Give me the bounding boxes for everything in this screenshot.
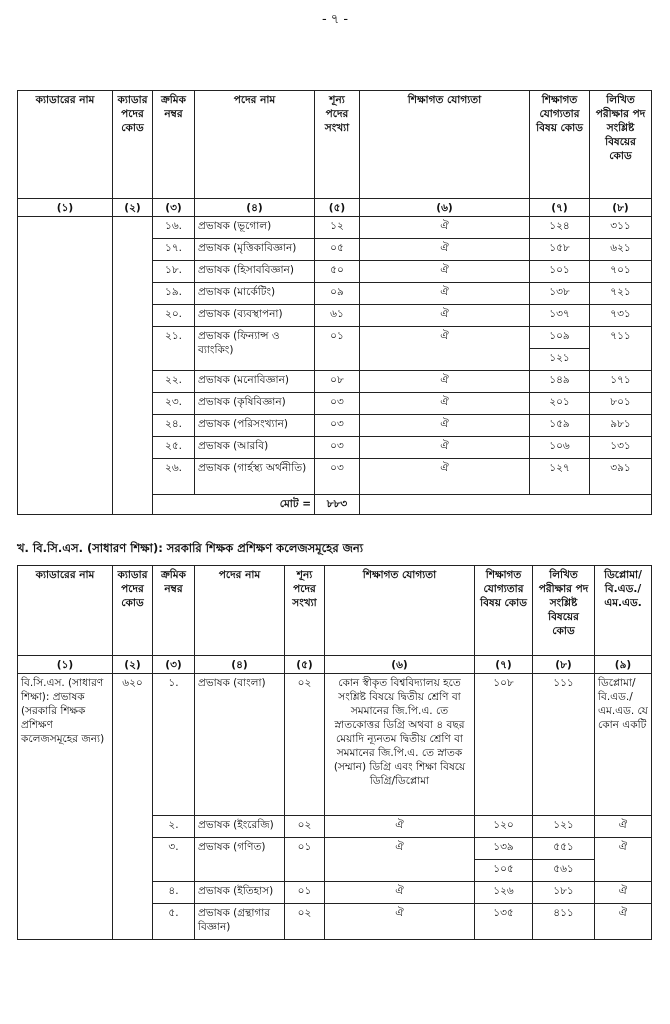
vacancy-cell: ০২: [285, 816, 325, 838]
table-row: [18, 674, 652, 816]
post-cell: প্রভাষক (মনোবিজ্ঞান): [195, 371, 315, 393]
written-code-cell: ৮০১: [590, 393, 652, 415]
col-number: (৮): [533, 656, 595, 674]
header-written-code: লিখিত পরীক্ষার পদ সংশ্লিষ্ট বিষয়ের কোড: [590, 91, 652, 199]
serial-cell: ৫.: [153, 904, 195, 940]
col-number: (১): [18, 199, 113, 217]
serial-cell: ১৬.: [153, 217, 195, 239]
total-label: মোট =: [153, 495, 315, 515]
col-number: (২): [113, 656, 153, 674]
serial-cell: ২৪.: [153, 415, 195, 437]
cadre-name-cell: বি.সি.এস. (সাধারণ শিক্ষা): প্রভাষক (সরকারি শিক্ষক প্রশিক্ষণ কলেজসমূহের জন্য): [18, 674, 113, 940]
vacancy-cell: ০৩: [315, 415, 360, 437]
post-cell: প্রভাষক (গণিত): [195, 838, 285, 882]
header-row: [18, 91, 652, 199]
vacancy-cell: ০৫: [315, 239, 360, 261]
post-cell: প্রভাষক (ভূগোল): [195, 217, 315, 239]
qualification-cell: ঐ: [360, 437, 530, 459]
header-post-name: পদের নাম: [195, 566, 285, 656]
subject-code-cell: ১৪৯: [530, 371, 590, 393]
qualification-cell: ঐ: [360, 283, 530, 305]
vacancy-cell: ০৮: [315, 371, 360, 393]
subject-code-cell: ১৩৯: [475, 838, 533, 860]
vacancy-cell: ০৩: [315, 437, 360, 459]
header-cadre-code: ক্যাডার পদের কোড: [113, 566, 153, 656]
serial-cell: ২৬.: [153, 459, 195, 495]
header-written-code: লিখিত পরীক্ষার পদ সংশ্লিষ্ট বিষয়ের কোড: [533, 566, 595, 656]
subject-code-cell: ১০৯: [530, 327, 590, 349]
empty-code-cell: [113, 217, 153, 515]
vacancy-cell: ১২: [315, 217, 360, 239]
subject-code-cell: ১২১: [530, 349, 590, 371]
post-cell: প্রভাষক (মৃত্তিকাবিজ্ঞান): [195, 239, 315, 261]
column-number-row: [18, 656, 652, 674]
serial-cell: ১৯.: [153, 283, 195, 305]
empty-cadre-cell: [18, 217, 113, 515]
header-vacancy: শূন্য পদের সংখ্যা: [315, 91, 360, 199]
total-value: ৮৮৩: [315, 495, 360, 515]
serial-cell: ৪.: [153, 882, 195, 904]
diploma-cell: ঐ: [595, 904, 652, 940]
col-number: (৪): [195, 199, 315, 217]
qualification-cell: ঐ: [325, 838, 475, 882]
qualification-cell: কোন স্বীকৃত বিশ্ববিদ্যালয় হতে সংশ্লিষ্ট বিষয়ে দ্বিতীয় শ্রেণি বা সমমানের জি.পি.এ. তে স্নাতকোত্তর ডিগ্রি অথবা ৪ বছর মেয়াদি ন্যূনতম দ্বিতীয় শ্রেণি বা সমমানের জি.পি.এ. তে স্নাতক (সম্মান) ডিগ্রি এবং শিক্ষা বিষয়ে ডিগ্রি/ডিপ্লোমা: [325, 674, 475, 816]
diploma-cell: ঐ: [595, 816, 652, 838]
subject-code-cell: ১৫৮: [530, 239, 590, 261]
subject-code-cell: ১২৭: [530, 459, 590, 495]
written-code-cell: ১৮১: [533, 882, 595, 904]
qualification-cell: ঐ: [360, 239, 530, 261]
header-vacancy: শূন্য পদের সংখ্যা: [285, 566, 325, 656]
serial-cell: ২১.: [153, 327, 195, 371]
post-cell: প্রভাষক (ইংরেজি): [195, 816, 285, 838]
qualification-cell: ঐ: [360, 305, 530, 327]
written-code-cell: ৪১১: [533, 904, 595, 940]
serial-cell: ১৮.: [153, 261, 195, 283]
subject-code-cell: ২০১: [530, 393, 590, 415]
vacancy-cell: ০২: [285, 904, 325, 940]
header-post-name: পদের নাম: [195, 91, 315, 199]
table-teacher-training-posts: [17, 565, 652, 940]
column-number-row: [18, 199, 652, 217]
cadre-code-cell: ৬২০: [113, 674, 153, 940]
header-diploma: ডিপ্লোমা/ বি.এড./ এম.এড.: [595, 566, 652, 656]
subject-code-cell: ১৩৫: [475, 904, 533, 940]
post-cell: প্রভাষক (বাংলা): [195, 674, 285, 816]
written-code-cell: ৩৯১: [590, 459, 652, 495]
vacancy-cell: ৫০: [315, 261, 360, 283]
written-code-cell: ৩১১: [590, 217, 652, 239]
vacancy-cell: ০১: [315, 327, 360, 371]
post-cell: প্রভাষক (ব্যবস্থাপনা): [195, 305, 315, 327]
qualification-cell: ঐ: [360, 327, 530, 371]
subject-code-cell: ১২০: [475, 816, 533, 838]
vacancy-cell: ০৩: [315, 459, 360, 495]
header-serial: ক্রমিক নম্বর: [153, 566, 195, 656]
written-code-cell: ৭২১: [590, 283, 652, 305]
written-code-cell: ৬২১: [590, 239, 652, 261]
serial-cell: ৩.: [153, 838, 195, 882]
col-number: (৬): [360, 199, 530, 217]
col-number: (৩): [153, 199, 195, 217]
post-cell: প্রভাষক (গ্রন্থাগার বিজ্ঞান): [195, 904, 285, 940]
col-number: (৯): [595, 656, 652, 674]
qualification-cell: ঐ: [325, 816, 475, 838]
vacancy-cell: ০৯: [315, 283, 360, 305]
subject-code-cell: ১০৮: [475, 674, 533, 816]
diploma-cell: ঐ: [595, 838, 652, 882]
written-code-cell: ৭৩১: [590, 305, 652, 327]
written-code-cell: ৫৫১: [533, 838, 595, 860]
col-number: (২): [113, 199, 153, 217]
subject-code-cell: ১৩৮: [530, 283, 590, 305]
col-number: (৭): [475, 656, 533, 674]
qualification-cell: ঐ: [325, 904, 475, 940]
col-number: (৪): [195, 656, 285, 674]
written-code-cell: ১৭১: [590, 371, 652, 393]
header-subject-code: শিক্ষাগত যোগ্যতার বিষয় কোড: [475, 566, 533, 656]
post-cell: প্রভাষক (হিসাববিজ্ঞান): [195, 261, 315, 283]
serial-cell: ২২.: [153, 371, 195, 393]
qualification-cell: ঐ: [360, 261, 530, 283]
header-cadre-code: ক্যাডার পদের কোড: [113, 91, 153, 199]
subject-code-cell: ১০১: [530, 261, 590, 283]
written-code-cell: ১২১: [533, 816, 595, 838]
subject-code-cell: ১৩৭: [530, 305, 590, 327]
subject-code-cell: ১০৬: [530, 437, 590, 459]
vacancy-cell: ০২: [285, 674, 325, 816]
written-code-cell: ৭১১: [590, 327, 652, 371]
diploma-cell: ডিপ্লোমা/ বি.এড./ এম.এড. যে কোন একটি: [595, 674, 652, 816]
post-cell: প্রভাষক (আরবি): [195, 437, 315, 459]
header-qualification: শিক্ষাগত যোগ্যতা: [325, 566, 475, 656]
serial-cell: ২০.: [153, 305, 195, 327]
serial-cell: ১৭.: [153, 239, 195, 261]
header-qualification: শিক্ষাগত যোগ্যতা: [360, 91, 530, 199]
col-number: (৫): [285, 656, 325, 674]
col-number: (৩): [153, 656, 195, 674]
post-cell: প্রভাষক (পরিসংখ্যান): [195, 415, 315, 437]
subject-code-cell: ১৫৯: [530, 415, 590, 437]
written-code-cell: ১১১: [533, 674, 595, 816]
post-cell: প্রভাষক (ইতিহাস): [195, 882, 285, 904]
serial-cell: ২৫.: [153, 437, 195, 459]
subject-code-cell: ১২৬: [475, 882, 533, 904]
qualification-cell: ঐ: [360, 371, 530, 393]
diploma-cell: ঐ: [595, 882, 652, 904]
written-code-cell: ৫৬১: [533, 860, 595, 882]
subject-code-cell: ১২৪: [530, 217, 590, 239]
page-number: - ৭ -: [321, 12, 349, 27]
qualification-cell: ঐ: [360, 393, 530, 415]
post-cell: প্রভাষক (ফিন্যান্স ও ব্যাংকিং): [195, 327, 315, 371]
post-cell: প্রভাষক (গার্হস্থ্য অর্থনীতি): [195, 459, 315, 495]
header-cadre-name: ক্যাডারের নাম: [18, 91, 113, 199]
qualification-cell: ঐ: [360, 217, 530, 239]
qualification-cell: ঐ: [325, 882, 475, 904]
table-row: [18, 217, 652, 239]
written-code-cell: ১৩১: [590, 437, 652, 459]
vacancy-cell: ০১: [285, 882, 325, 904]
vacancy-cell: ৬১: [315, 305, 360, 327]
total-empty-cell: [360, 495, 652, 515]
serial-cell: ২.: [153, 816, 195, 838]
subject-code-cell: ১০৫: [475, 860, 533, 882]
section-title: খ. বি.সি.এস. (সাধারণ শিক্ষা): সরকারি শিক্ষক প্রশিক্ষণ কলেজসমূহের জন্য: [17, 541, 364, 555]
written-code-cell: ৭০১: [590, 261, 652, 283]
vacancy-cell: ০৩: [315, 393, 360, 415]
post-cell: প্রভাষক (কৃষিবিজ্ঞান): [195, 393, 315, 415]
vacancy-cell: ০১: [285, 838, 325, 882]
post-cell: প্রভাষক (মার্কেটিং): [195, 283, 315, 305]
col-number: (৫): [315, 199, 360, 217]
col-number: (৭): [530, 199, 590, 217]
serial-cell: ২৩.: [153, 393, 195, 415]
col-number: (১): [18, 656, 113, 674]
header-row: [18, 566, 652, 656]
header-subject-code: শিক্ষাগত যোগ্যতার বিষয় কোড: [530, 91, 590, 199]
header-cadre-name: ক্যাডারের নাম: [18, 566, 113, 656]
serial-cell: ১.: [153, 674, 195, 816]
written-code-cell: ৯৮১: [590, 415, 652, 437]
header-serial: ক্রমিক নম্বর: [153, 91, 195, 199]
col-number: (৮): [590, 199, 652, 217]
qualification-cell: ঐ: [360, 415, 530, 437]
table-lecturer-posts-continued: [17, 90, 652, 515]
qualification-cell: ঐ: [360, 459, 530, 495]
col-number: (৬): [325, 656, 475, 674]
